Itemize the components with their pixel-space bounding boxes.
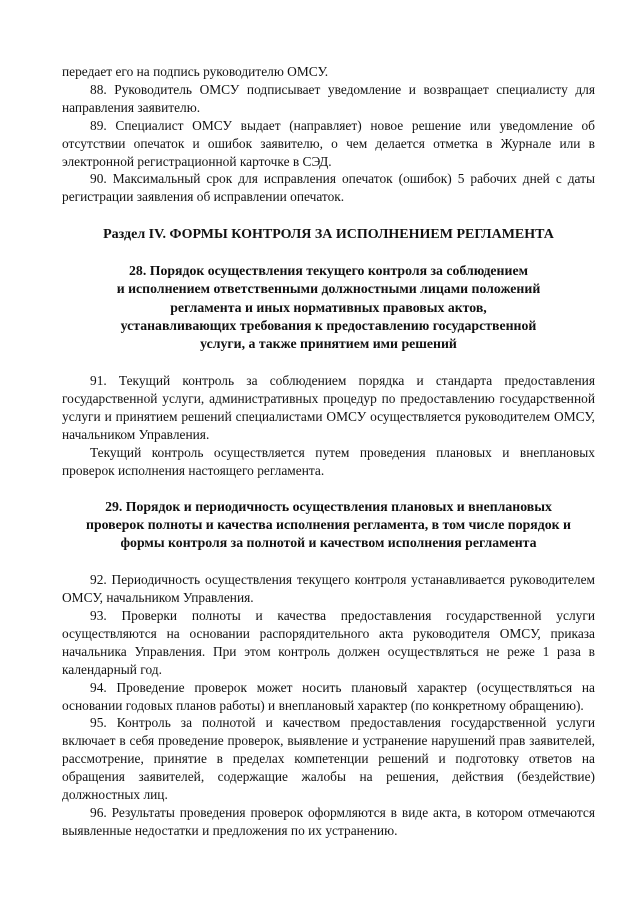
subsection-29-title <box>62 498 595 553</box>
paragraph-90: 90. Максимальный срок для исправления опечаток (ошибок) 5 рабочих дней с даты регистрации заявления об исправлении опечаток. <box>62 171 595 205</box>
subsection-28-title <box>62 262 595 353</box>
paragraph-94: 94. Проведение проверок может носить плановый характер (осуществляться на основании годовых планов работы) и внеплановый характер (по конкретному обращению). <box>62 679 595 713</box>
paragraph-continuation: передает его на подпись руководителю ОМСУ. <box>62 64 329 79</box>
section-title: Раздел IV. ФОРМЫ КОНТРОЛЯ ЗА ИСПОЛНЕНИЕМ РЕГЛАМЕНТА <box>103 227 554 243</box>
paragraph-current-control: Текущий контроль осуществляется путем проведения плановых и внеплановых проверок исполнения настоящего регламента. <box>62 444 595 478</box>
document-page <box>62 63 595 840</box>
subsection-29-title-line: проверок полноты и качества исполнения регламента, в том числе порядок и <box>86 516 571 532</box>
subsection-28-title-line: регламента и иных нормативных правовых актов, <box>170 299 487 315</box>
subsection-28-title-line: и исполнением ответственными должностными лицами положений <box>116 281 541 297</box>
paragraph-95: 95. Контроль за полнотой и качеством предоставления государственной услуги включает в себя проведение проверок, выявление и устранение нарушений прав заявителей, рассмотрение, принятие в пределах компетенции решений и подготовку ответов на обращения заявителей, содержащие жалобы на решения, действия (бездействие) должностных лиц. <box>62 715 595 803</box>
subsection-29-title-line: формы контроля за полнотой и качеством исполнения регламента <box>120 535 537 551</box>
paragraph-96: 96. Результаты проведения проверок оформляются в виде акта, в котором отмечаются выявленные недостатки и предложения по их устранению. <box>62 805 595 838</box>
subsection-29-title-line: 29. Порядок и периодичность осуществления плановых и внеплановых <box>105 498 552 514</box>
subsection-28-title-line: устанавливающих требования к предоставлению государственной <box>120 317 537 333</box>
paragraph-92: 92. Периодичность осуществления текущего контроля устанавливается руководителем ОМСУ, начальником Управления. <box>62 572 595 606</box>
paragraph-91: 91. Текущий контроль за соблюдением порядка и стандарта предоставления государственной услуги, административных процедур по предоставлению государственной услуги и принятием решений специалистами ОМСУ осуществляется руководителем ОМСУ, начальником Управления. <box>62 373 595 442</box>
paragraph-89: 89. Специалист ОМСУ выдает (направляет) новое решение или уведомление об отсутствии опечаток и ошибок заявителю, о чем делается отметка в Журнале или в электронной регистрационной карточке в СЭД. <box>62 117 595 169</box>
subsection-28-title-line: 28. Порядок осуществления текущего контроля за соблюдением <box>129 263 528 279</box>
subsection-28-title-line: услуги, а также принятием ими решений <box>200 335 457 351</box>
paragraph-88: 88. Руководитель ОМСУ подписывает уведомление и возвращает специалисту для направления заявителю. <box>62 81 595 115</box>
paragraph-93: 93. Проверки полноты и качества предоставления государственной услуги осуществляются на основании распорядительного акта руководителя ОМСУ, приказа начальника Управления. При этом контроль должен осуществляться не реже 1 раза в календарный год. <box>62 608 595 677</box>
